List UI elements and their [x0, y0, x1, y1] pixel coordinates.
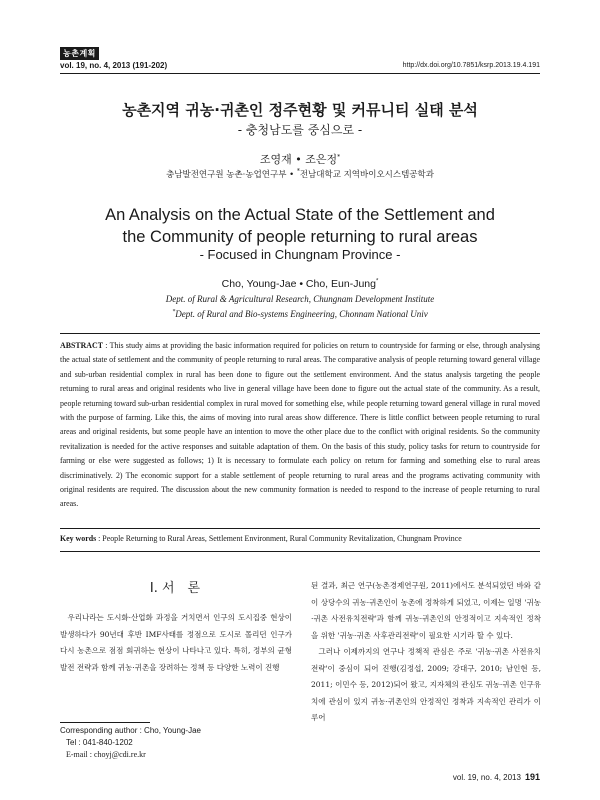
body-paragraph: 그러나 이제까지의 연구나 정책적 관심은 주로 '귀농·귀촌 사전유치전략'이 중심이 되어 진행(김정섭, 2009; 강대구, 2010; 남인현 등, 2011; 이민수 등, 2012)되어 왔고, 지자체의 관심도 귀농·귀촌 인구유치에 관심이 있지 귀농·귀촌인의 안정적인 정착과 지속적인 관리가 이루어: [311, 647, 541, 722]
abstract-text: : This study aims at providing the basic information required for policies on return to countryside for farming or else, through analysing the actual state of settlement and the community of people returning to rural areas. The comparative analysis of people returning toward general village and sub-urban residential complex in rural has been done to figure out the settlement environment. And the status analysis targeting the people returning to rural areas and original residents who live in general village have been done to figure out the actual state of the community. As a result, people returning toward sub-urban residential complex in rural moved for something else, while people returning toward general village in rural moved with the purpose of farming. Like this, the aims of moving into rural areas show difference. There is little conflict between people returning to rural areas and original residents, but some people have an intention to move the other place due to the conflict with original residents. So the community revitalization is needed for the active responses and suitable adaptation of them. On the basis of this study, policy tasks for return to countryside for farming or else were suggested as follows; 1) It is necessary to formulate each policy on return for farming and something else to rural areas discriminatively. 2) The economic support for a stable settlement of people returning to rural areas and the programs activating community with original residents are required. The discussion about the new community formation is needed to respond to the increase of people returning to rural areas.: [60, 341, 540, 509]
page-number: 191: [524, 772, 540, 782]
abstract-bottom-rule: [60, 528, 540, 529]
korean-title: 농촌지역 귀농·귀촌인 정주현황 및 커뮤니티 실태 분석: [122, 101, 478, 119]
footnote-tel: Tel : 041-840-1202: [66, 738, 133, 747]
korean-affiliation-mark: *: [296, 168, 300, 176]
body-left-column: [60, 610, 292, 676]
keywords-text: : People Returning to Rural Areas, Settlement Environment, Rural Community Revitalization, Chungnam Province: [96, 534, 462, 543]
korean-affiliation-1: 충남발전연구원 농촌·농업연구부 •: [166, 170, 297, 180]
english-authors: [0, 278, 600, 290]
english-affiliation-mark: *: [172, 309, 176, 315]
footnote-rule: [60, 722, 150, 723]
journal-issue-info: vol. 19, no. 4, 2013 (191-202): [60, 61, 168, 70]
body-right-column: [311, 578, 541, 727]
korean-author-mark: *: [337, 153, 341, 161]
abstract-label: ABSTRACT: [60, 341, 103, 350]
section-heading-introduction: I. 서 론: [149, 581, 201, 596]
header-rule: [60, 73, 540, 74]
korean-subtitle: - 충청남도를 중심으로 -: [237, 123, 363, 137]
abstract: [60, 339, 540, 512]
korean-affiliation-2: 전남대학교 지역바이오시스템공학과: [299, 170, 434, 180]
english-affiliation-2: [0, 309, 600, 319]
abstract-top-rule: [60, 333, 540, 334]
korean-authors: [0, 151, 600, 167]
korean-author-names: 조영재 • 조은정: [259, 153, 338, 166]
english-author-names: Cho, Young-Jae • Cho, Eun-Jung: [221, 278, 376, 290]
english-title-line-1: An Analysis on the Actual State of the Settlement and: [105, 206, 495, 224]
korean-affiliation: [0, 168, 600, 180]
body-paragraph: 우리나라는 도시화·산업화 과정을 거치면서 인구의 도시집중 현상이 발생하다가 90년대 후반 IMF사태를 정점으로 도시로 몰리던 인구가 다시 농촌으로 점점 회귀하는 현상이 나타나고 있다. 특히, 정부의 균형발전 전략과 함께 귀농·귀촌을 장려하는 정책 등 다양한 노력이 진행: [60, 613, 292, 672]
footer-journal-info: vol. 19, no. 4, 2013: [452, 773, 521, 782]
english-author-mark: *: [375, 278, 379, 285]
doi-link[interactable]: http://dx.doi.org/10.7851/ksrp.2013.19.4.191: [402, 62, 540, 69]
corresponding-author-footnote: [60, 725, 201, 761]
english-title: [0, 204, 600, 248]
body-paragraph: 된 결과, 최근 연구(농촌경제연구원, 2011)에서도 분석되었던 바와 같이 상당수의 귀농·귀촌인이 농촌에 정착하게 되었고, 이제는 일명 '귀농·귀촌 사전유치전략'과 함께 귀농·귀촌인의 안정적이고 지속적인 정착을 위한 '귀농·귀촌 사후관리전략'이 필요한 시기라 할 수 있다.: [311, 581, 541, 640]
english-affiliation-1: Dept. of Rural & Agricultural Research, Chungnam Development Institute: [165, 294, 435, 304]
footnote-author: Corresponding author : Cho, Young-Jae: [60, 726, 201, 735]
page-footer: [453, 772, 540, 782]
keywords: [60, 534, 540, 543]
footnote-email[interactable]: E-mail : choyj@cdi.re.kr: [66, 750, 146, 759]
journal-logo: 농촌계획: [60, 47, 99, 60]
english-affiliation-2-text: Dept. of Rural and Bio-systems Engineering, Chonnam National Univ: [175, 309, 428, 319]
keywords-label: Key words: [60, 534, 97, 543]
keywords-rule: [60, 551, 540, 552]
english-subtitle: - Focused in Chungnam Province -: [199, 247, 401, 262]
english-title-line-2: the Community of people returning to rural areas: [122, 228, 478, 246]
